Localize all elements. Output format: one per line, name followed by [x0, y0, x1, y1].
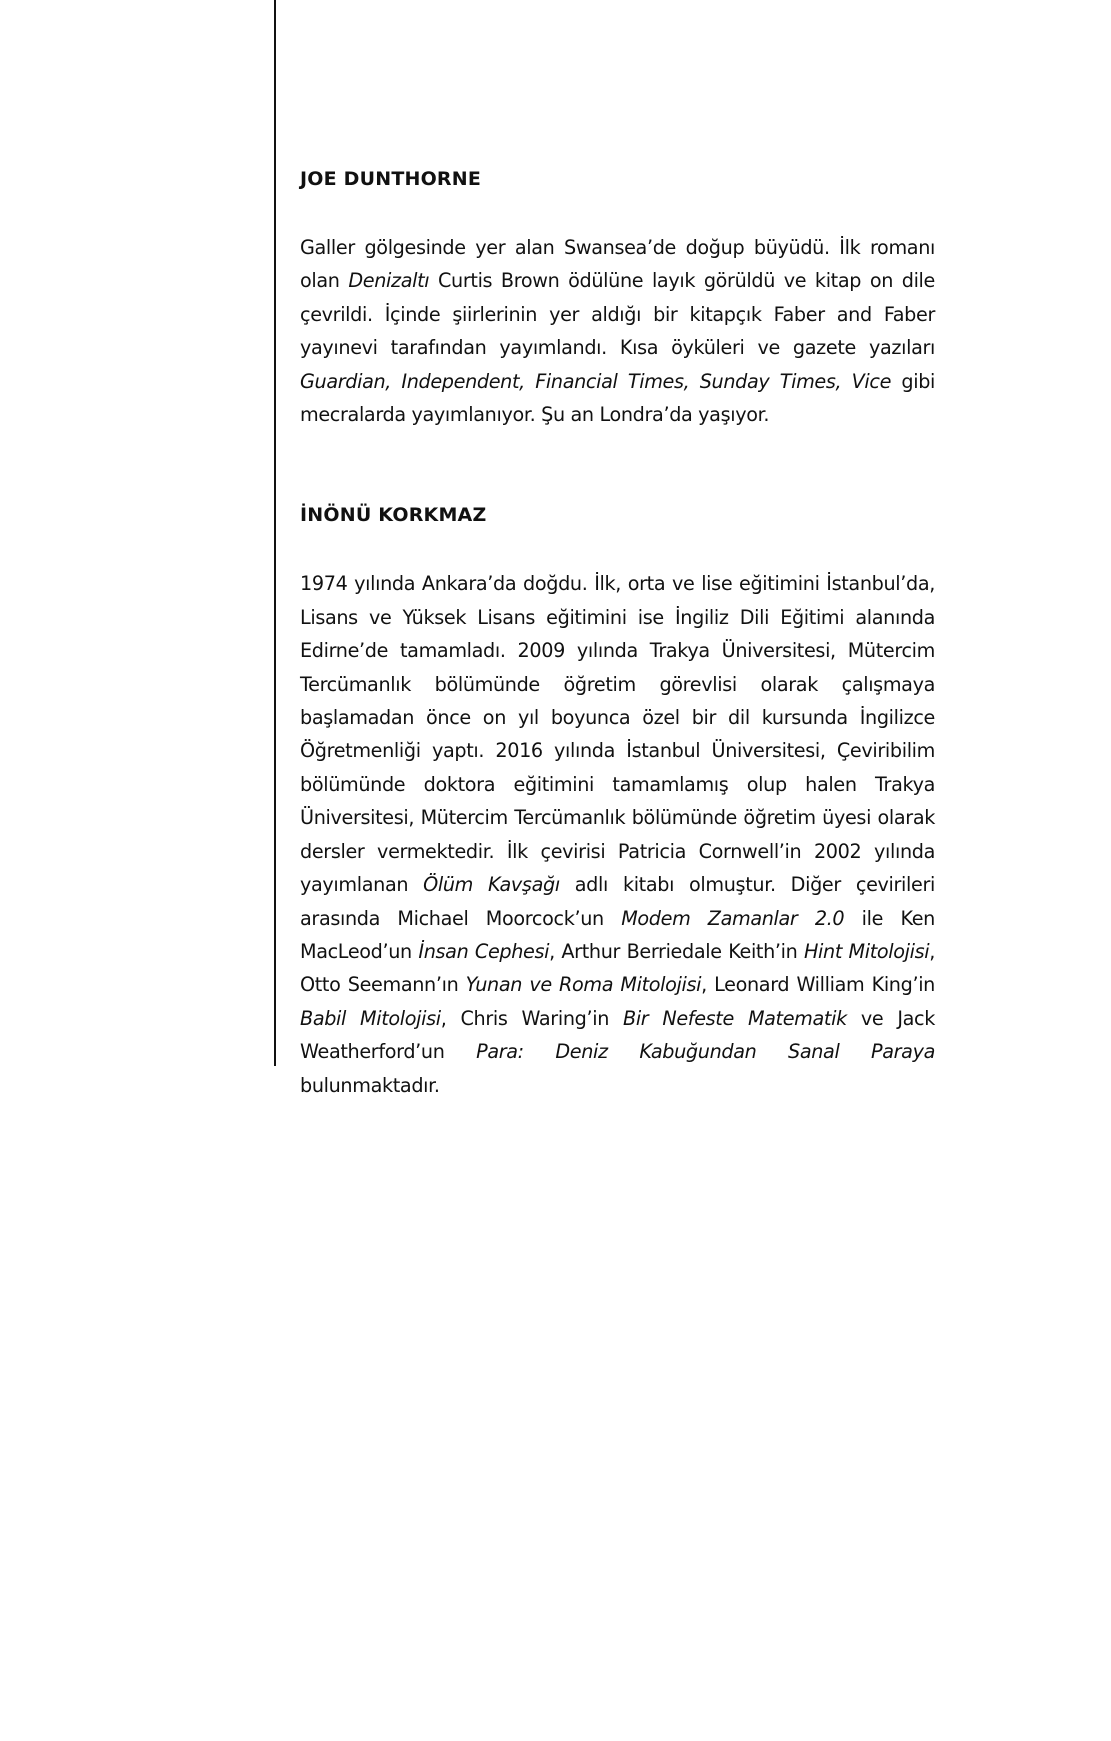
italic-title: Bir Nefeste Matematik: [623, 1006, 847, 1030]
bio-heading: İNÖNÜ KORKMAZ: [300, 504, 487, 527]
bio-heading: JOE DUNTHORNE: [300, 168, 482, 190]
bio-paragraph: [300, 567, 935, 1102]
text-run: , Leonard William King’in: [701, 973, 935, 997]
italic-title: İnsan Cephesi: [418, 939, 550, 963]
bio-paragraph: [300, 231, 935, 431]
italic-title: Modem Zamanlar 2.0: [621, 906, 845, 930]
italic-title: Ölüm Kavşağı: [423, 873, 560, 897]
bio-inonu-korkmaz: [300, 499, 935, 1102]
text-run: , Chris Waring’in: [440, 1006, 624, 1030]
bio-joe-dunthorne: [300, 163, 935, 431]
text-run: Curtis Brown ödülüne layık görüldü ve kitap on dile çevrildi. İçinde şiirlerinin yer aldığı bir kitapçık Faber and Faber yayınevi tarafından yayımlandı. Kısa öyküleri ve gazete yazıları: [300, 269, 935, 360]
text-run: bulunmaktadır.: [300, 1073, 440, 1097]
text-run: Galler gölgesinde yer alan Swansea’de doğup büyüdü. İlk romanı olan: [300, 236, 935, 293]
italic-title: Yunan ve Roma Mitolojisi: [465, 973, 702, 997]
italic-title: Babil Mitolojisi: [300, 1006, 441, 1030]
italic-title: Para: Deniz Kabuğundan Sanal Paraya: [476, 1040, 935, 1064]
text-run: adlı kitabı olmuştur. Diğer çevirileri arasında Michael Moorcock’un: [300, 873, 935, 930]
text-run: 1974 yılında Ankara’da doğdu. İlk, orta ve lise eğitimini İstanbul’da, Lisans ve Yüksek Lisans eğitimini ise İngiliz Dili Eğitimi alanında Edirne’de tamamladı. 2009 yılında Trakya Üniversitesi, Mütercim Tercümanlık bölümünde öğretim görevlisi olarak çalışmaya başlamadan önce on yıl boyunca özel bir dil kursunda İngilizce Öğretmenliği yaptı. 2016 yılında İstanbul Üniversitesi, Çeviribilim bölümünde doktora eğitimini tamamlamış olup halen Trakya Üniversitesi, Mütercim Tercümanlık bölümünde öğretim üyesi olarak dersler vermektedir. İlk çevirisi Patricia Cornwell’in 2002 yılında yayımlanan: [300, 572, 935, 897]
margin-rule: [274, 0, 276, 1066]
text-run: ve Jack Weatherford’un: [300, 1006, 935, 1064]
italic-title: Guardian, Independent, Financial Times, Sunday Times, Vice: [300, 369, 892, 393]
text-run: gibi mecralarda yayımlanıyor. Şu an Londra’da yaşıyor.: [300, 369, 936, 427]
text-run: ile Ken MacLeod’un: [300, 906, 935, 963]
text-run: , Arthur Berriedale Keith’in: [549, 939, 804, 963]
italic-title: Denizaltı: [348, 269, 430, 293]
text-run: , Otto Seemann’ın: [300, 939, 936, 997]
bio-content: [300, 163, 935, 1102]
italic-title: Hint Mitolojisi: [803, 939, 930, 963]
